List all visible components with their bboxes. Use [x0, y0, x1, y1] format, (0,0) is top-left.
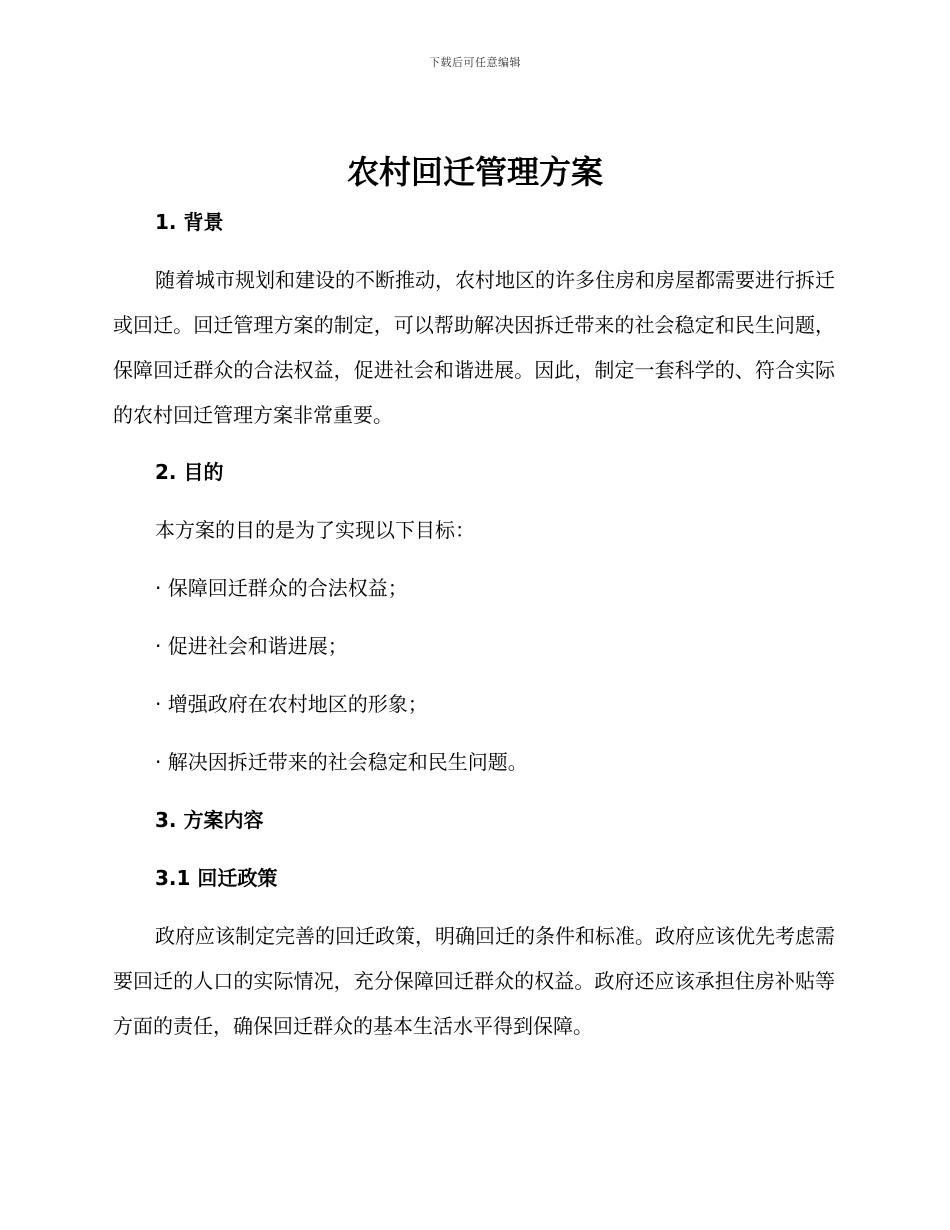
purpose-item: · 保障回迁群众的合法权益；: [155, 576, 408, 600]
page-header-note: 下载后可任意编辑: [429, 56, 521, 69]
subsection-heading-policy: 3.1 回迁政策: [155, 866, 278, 890]
purpose-item: · 增强政府在农村地区的形象；: [155, 692, 428, 716]
policy-paragraph: 政府应该制定完善的回迁政策，明确回迁的条件和标准。政府应该优先考虑需要回迁的人口的实际情况，充分保障回迁群众的权益。政府还应该承担住房补贴等方面的责任，确保回迁群众的基本生活水平得到保障。: [113, 924, 835, 1038]
purpose-item: · 解决因拆迁带来的社会稳定和民生问题。: [155, 750, 528, 774]
document-body: [113, 200, 835, 1049]
purpose-intro: 本方案的目的是为了实现以下目标：: [155, 518, 475, 542]
document-title: 农村回迁管理方案: [346, 153, 603, 191]
purpose-item: · 促进社会和谐进展；: [155, 634, 348, 658]
background-paragraph: 随着城市规划和建设的不断推动，农村地区的许多住房和房屋都需要进行拆迁或回迁。回迁管理方案的制定，可以帮助解决因拆迁带来的社会稳定和民生问题，保障回迁群众的合法权益，促进社会和谐进展。因此，制定一套科学的、符合实际的农村回迁管理方案非常重要。: [113, 268, 835, 427]
section-heading-purpose: 2. 目的: [155, 460, 224, 484]
section-heading-background: 1. 背景: [155, 210, 224, 234]
section-heading-content: 3. 方案内容: [155, 808, 264, 832]
